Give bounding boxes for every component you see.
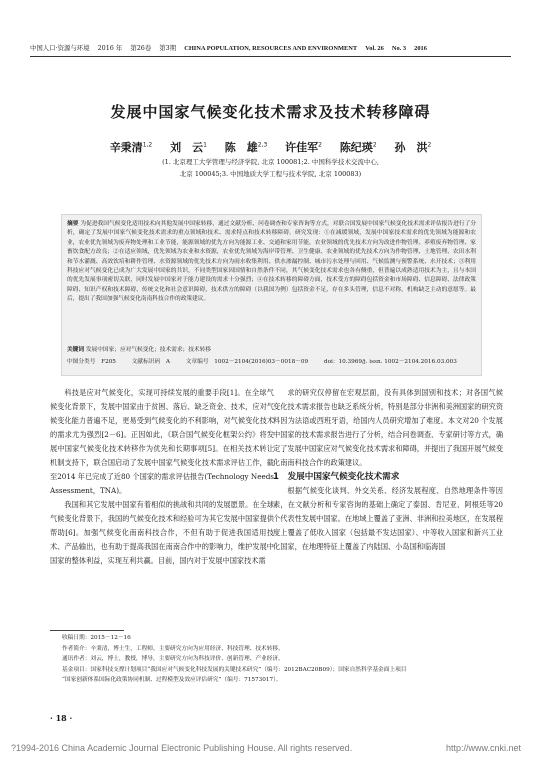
footnotes <box>62 633 502 686</box>
abstract-label: 摘要 <box>67 221 79 227</box>
article-number: 文章编号 1002－2104(2016)03－0018－09 <box>185 359 309 365</box>
header-rule <box>30 56 511 57</box>
year-en: 2016 <box>414 45 427 52</box>
abstract-box <box>61 214 482 376</box>
body-paragraph: 求的研究仅停留在宏观层面，没有具体到国别和技术；对各国气候变化技术需求报告也缺乏系统分析，特别是部分非洲和美洲国家的研究资料因为法语或西班牙语，给国内人员研究增加了难度。本文对20 个发展中国家的技术需求报告进行了分析，结合问卷调查、专家研讨等方式，确定了发展中国家应对气候变化技术需求和障碍，并提出了我国开展气候变化南南科技合作的政策建议。 <box>273 388 504 467</box>
keywords <box>67 344 211 353</box>
article-title: 发展中国家气候变化技术需求及技术转移障碍 <box>110 103 431 121</box>
footnote-funding-cont: “国家创新体系国际化政策协同机制、过程模型及效应评估研究”（编号：71573017）。 <box>62 677 282 683</box>
author: 辛秉清$^{1,2}$ <box>109 141 153 154</box>
doi: doi：10.3969/j. issn. 1002－2104.2016.03.003 <box>323 359 457 365</box>
running-header <box>30 43 511 54</box>
copyright-line <box>11 743 522 753</box>
footnote-funding: 基金项目：国家科技支撑计划项目“我国应对气候变化科技发展的关键技术研究”（编号：2012BAC20B09）；国家自然科学基金面上项目 <box>62 666 407 673</box>
body-paragraph: 科技是应对气候变化，实现可持续发展的重要手段[1]。在全球气候变化背景下，发展中国家由于贫困、落后、缺乏资金、技术，应对气候变化能力普遍不足，更易受到气候变化的不利影响，对气候变化技术的需求尤为强烈[2－6]。正因如此，《联合国气候变化框架公约》将发展中国家气候变化技术转移作为优先和长期事项[5]。在相关技术转让机制支持下，联合国启动了发展中国家气候变化技术需求评估工作，截至2014 年已完成了近80 个国家的需求评估报告(Technology Needs Assessment，TNA)。 <box>50 388 274 495</box>
classification-line <box>67 356 471 365</box>
footnote-author: 作者简介：辛秉清，博士生，工程师，主要研究方向为应用经济、科技管理、技术转移。 <box>62 645 284 652</box>
page-number: · 18 · <box>50 713 73 723</box>
abstract <box>67 220 476 305</box>
author: 许佳军$^2$ <box>285 141 322 154</box>
author: 陈纪瑛$^2$ <box>339 141 377 154</box>
footnote-received: 收稿日期：2015－12－16 <box>62 635 131 641</box>
volume-cn: 第26卷 <box>130 44 152 52</box>
author: 孙 洪$^2$ <box>394 141 432 154</box>
document-code: 文献标识码 A <box>131 359 170 365</box>
keywords-label: 关键词 <box>67 347 85 353</box>
author: 陈 雄$^{2,3}$ <box>224 141 268 154</box>
author: 刘 云$^1$ <box>170 141 207 154</box>
body-paragraph: 根据气候变化谈判、外交关系、经济发展程度、自然地理条件等因素，在文献分析和专家咨询的基础上确定了泰国、肯尼亚、阿根廷等20 个代表性发展中国家。在地域上覆盖了亚洲、非洲和拉美地区，在发展程度上覆盖了低收入国家（包括最不发达国家）、中等收入国家和新兴工业化国家，在地理特征上覆盖了内陆国、小岛国和临海国 <box>273 486 504 551</box>
section-heading: 1 发展中国家气候变化技术需求 <box>273 472 400 482</box>
issue-en: No. 3 <box>391 45 407 52</box>
abstract-text: 为促进我国气候变化适用技术向其他发展中国家转移，通过文献分析、问卷调查和专家咨询等方式，对联合国发展中国家气候变化技术需求评估报告进行了分析，确定了发展中国家气候变化技术需求的重点领域和技术、需求特点和技术转移障碍。研究发现：①在减缓领域，发展中国家技术需求的优先领域为能源和农业，农业优先领域为废弃物处理和工业节能，能源领域的优先方向为能源工业、交通和家用节能，农业领域的优先技术方向为改进作物管理、养殖废弃物管理、家畜饮食配方改良；②在适应领域，优先领域为农业和水资源，农业优先领域为海岸带管理、卫生健康、农业领域的优先技术方向为作物管理、土地管理、农田水利和节水灌溉、高效饮培和耕作管理、水资源领域的优先技术方向为雨水收集利用、供水渗漏控制、城市污水处理与回用、气候监测与预警系统、水开技术；③利用科技应对气候变化已成为广大发展中国家的共识，不同类型国家因国情和自然条件不同，其气候变化技术需求也各有侧重，但普遍以成熟适用技术为主，且与本国的优先发展事项密切关联，同时发展中国家对于能力建设的需求十分强烈；④在技术转移的障碍方面，技术受方的障碍包括资金和市场障碍、信息障碍、法律政策障碍、知识产权和技术障碍、传统文化和社会意识障碍，技术供方的障碍（以我国为例）包括资金不足，存在多头管理，信息不对称，机构缺乏主动的意愿等。最后，提出了我国加强气候变化南南科技合作的政策建议。 <box>67 221 477 303</box>
body-column-left <box>50 386 274 568</box>
footnote-corresponding: 通讯作者：刘云，博士，教授，博导，主要研究方向为科技评价、创新管理、产业经济。 <box>62 656 284 662</box>
affiliation-line: (1. 北京理工大学管理与经济学院, 北京 100081;2. 中国科学技术交流中心, <box>162 158 379 166</box>
body-column-right <box>273 386 503 554</box>
affiliation-line: 北京 100045;3. 中国地质大学工程与技术学院, 北京 100083) <box>179 170 362 178</box>
body-paragraph: 我国和其它发展中国家有着相似的挑战和共同的发展愿景。在全球气候变化背景下，我国的气候变化技术和经验可为其它发展中国家提供帮助[6]。加强气候变化南南科技合作，不但有助于促进我国适用技术、产品输出，也有助于提高我国在南南合作中的影响力，维护发展中国家的整体利益，实现互利共赢。目前，国内对于发展中国家技术需 <box>50 500 274 565</box>
journal-name-en: CHINA POPULATION, RESOURCES AND ENVIRONMENT <box>184 45 358 52</box>
footnote-rule <box>50 630 124 631</box>
author-list <box>0 139 541 155</box>
copyright-link[interactable]: http://www.cnki.net <box>446 743 522 753</box>
journal-name-cn: 中国人口·资源与环境 <box>30 44 90 52</box>
copyright-text: ?1994-2016 China Academic Journal Electronic Publishing House. All rights reserved. <box>11 743 353 753</box>
clc-number: 中图分类号 F205 <box>67 359 116 365</box>
year-cn: 2016 年 <box>97 44 123 52</box>
keywords-text: 发展中国家；应对气候变化；技术需求；技术转移 <box>85 347 211 353</box>
volume-en: Vol. 26 <box>365 45 384 52</box>
issue-cn: 第3期 <box>159 44 177 52</box>
